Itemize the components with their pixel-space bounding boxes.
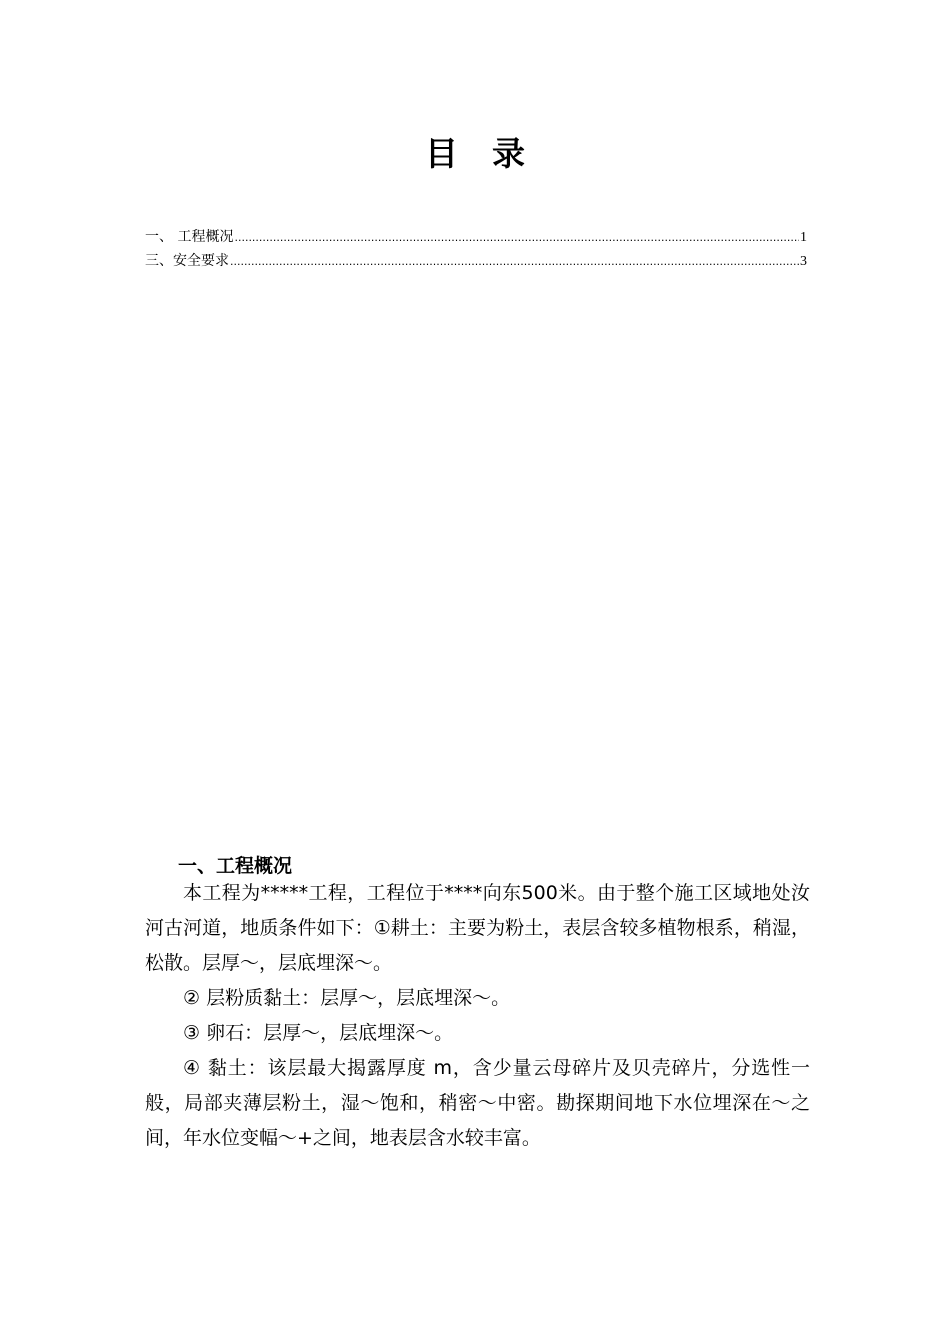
table-of-contents: [145, 225, 807, 273]
paragraph-3: ③ 卵石：层厚～，层底埋深～。: [183, 1022, 454, 1044]
toc-title-char-1: 目: [425, 134, 458, 173]
toc-entry-page: 1: [800, 230, 807, 245]
paragraph-2: ② 层粉质黏土：层厚～，层底埋深～。: [183, 987, 511, 1009]
toc-entry-1[interactable]: [145, 225, 807, 249]
paragraph-1: 本工程为*****工程，工程位于****向东500米。由于整个施工区域地处汝河古河道，地质条件如下：①耕土：主要为粉土，表层含较多植物根系，稍湿，松散。层厚～，层底埋深～。: [145, 882, 810, 974]
toc-entry-label: 三、安全要求: [145, 253, 229, 269]
toc-entry-2[interactable]: [145, 249, 807, 273]
section-body: [145, 876, 810, 1156]
toc-entry-page: 3: [800, 254, 807, 269]
toc-title-char-2: 录: [492, 134, 525, 173]
toc-leader-dots: [234, 226, 799, 250]
toc-title: [0, 128, 950, 175]
paragraph-4: ④ 黏土：该层最大揭露厚度 m，含少量云母碎片及贝壳碎片，分选性一般，局部夹薄层粉土，湿～饱和，稍密～中密。勘探期间地下水位埋深在～之间，年水位变幅～+之间，地表层含水较丰富。: [145, 1057, 810, 1149]
section-heading: 一、工程概况: [178, 855, 293, 877]
toc-leader-dots: [230, 250, 799, 274]
toc-entry-label: 一、 工程概况: [145, 229, 234, 245]
